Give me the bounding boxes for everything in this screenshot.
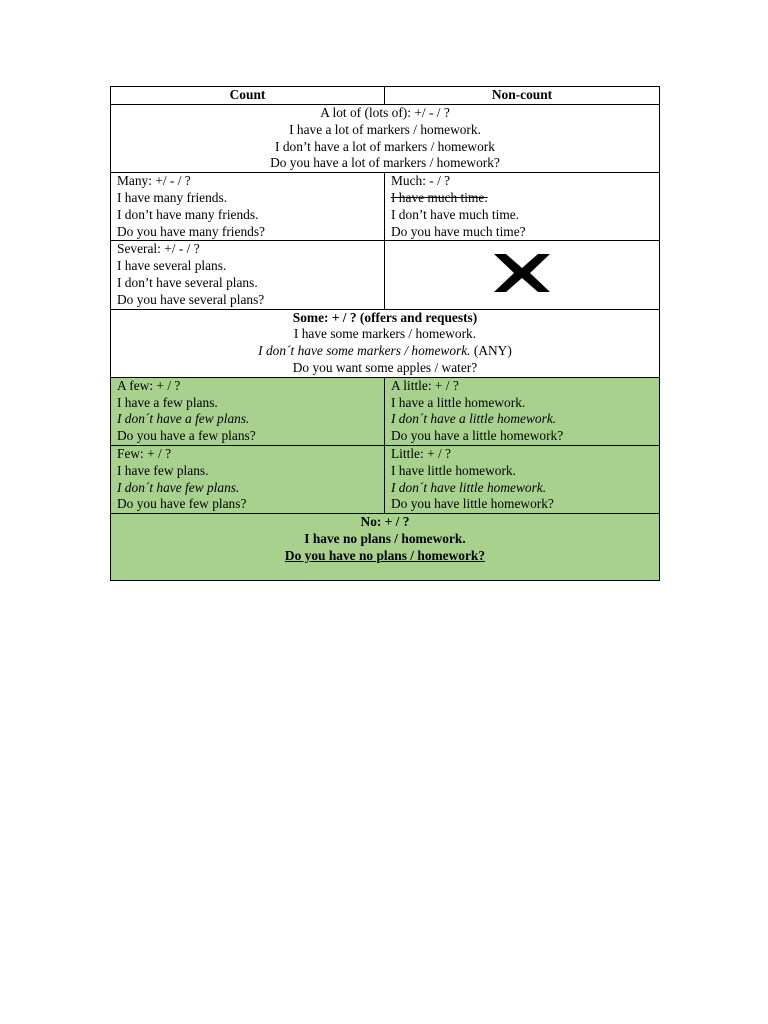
row-some	[111, 309, 660, 377]
row-no	[111, 514, 660, 581]
a-few-title: A few: + / ?	[117, 377, 181, 393]
a-lot-of-question: Do you have a lot of markers / homework?	[270, 155, 500, 171]
cell-much	[385, 173, 660, 241]
few-negative: I don´t have few plans.	[117, 479, 240, 495]
a-little-title: A little: + / ?	[391, 377, 459, 393]
a-few-negative: I don´t have a few plans.	[117, 411, 250, 427]
row-few-little	[111, 445, 660, 513]
cell-few	[111, 445, 385, 513]
no-question-line	[117, 548, 653, 565]
few-question: Do you have few plans?	[117, 496, 247, 512]
header-row	[111, 87, 660, 105]
many-title: Many: +/ - / ?	[117, 173, 191, 189]
several-negative: I don’t have several plans.	[117, 274, 258, 290]
cell-some	[111, 309, 660, 377]
much-positive-struck: I have much time.	[391, 189, 488, 205]
header-noncount: Non-count	[385, 87, 660, 105]
few-title: Few: + / ?	[117, 445, 172, 461]
some-negative: I don´t have some markers / homework.	[258, 343, 471, 359]
cross-icon	[492, 252, 552, 294]
cell-many	[111, 173, 385, 241]
a-few-question: Do you have a few plans?	[117, 428, 256, 444]
much-negative: I don’t have much time.	[391, 206, 520, 222]
little-title: Little: + / ?	[391, 445, 451, 461]
a-lot-of-positive: I have a lot of markers / homework.	[289, 121, 481, 137]
quantifiers-table	[110, 86, 660, 581]
a-few-positive: I have a few plans.	[117, 394, 218, 410]
many-negative: I don’t have many friends.	[117, 206, 259, 222]
no-question: Do you have no plans / homework?	[284, 547, 486, 563]
several-title: Several: +/ - / ?	[117, 241, 200, 257]
little-positive: I have little homework.	[391, 462, 516, 478]
some-positive: I have some markers / homework.	[293, 326, 477, 342]
a-little-negative: I don´t have a little homework.	[391, 411, 557, 427]
cell-a-lot-of	[111, 105, 660, 173]
few-positive: I have few plans.	[117, 462, 209, 478]
row-a-lot-of	[111, 105, 660, 173]
much-question: Do you have much time?	[391, 223, 526, 239]
cell-little	[385, 445, 660, 513]
little-negative: I don´t have little homework.	[391, 479, 547, 495]
cell-several-noncount	[385, 241, 660, 309]
some-question: Do you want some apples / water?	[292, 359, 478, 375]
a-little-positive: I have a little homework.	[391, 394, 526, 410]
some-title: Some: + / ? (offers and requests)	[292, 309, 478, 325]
row-several	[111, 241, 660, 309]
some-negative-note: (ANY)	[470, 343, 512, 359]
cell-several	[111, 241, 385, 309]
no-title: No: + / ?	[360, 514, 410, 530]
row-many-much	[111, 173, 660, 241]
little-question: Do you have little homework?	[391, 496, 554, 512]
some-negative-line	[117, 343, 653, 360]
header-count: Count	[111, 87, 385, 105]
several-question: Do you have several plans?	[117, 291, 265, 307]
cell-no	[111, 514, 660, 581]
many-question: Do you have many friends?	[117, 223, 265, 239]
a-little-question: Do you have a little homework?	[391, 428, 564, 444]
many-positive: I have many friends.	[117, 189, 228, 205]
no-positive: I have no plans / homework.	[304, 530, 466, 546]
a-lot-of-negative: I don’t have a lot of markers / homework	[275, 138, 495, 154]
cell-a-little	[385, 377, 660, 445]
several-positive: I have several plans.	[117, 258, 227, 274]
a-lot-of-title: A lot of (lots of): +/ - / ?	[320, 105, 450, 120]
much-title: Much: - / ?	[391, 173, 451, 189]
row-a-few-a-little	[111, 377, 660, 445]
cell-a-few	[111, 377, 385, 445]
